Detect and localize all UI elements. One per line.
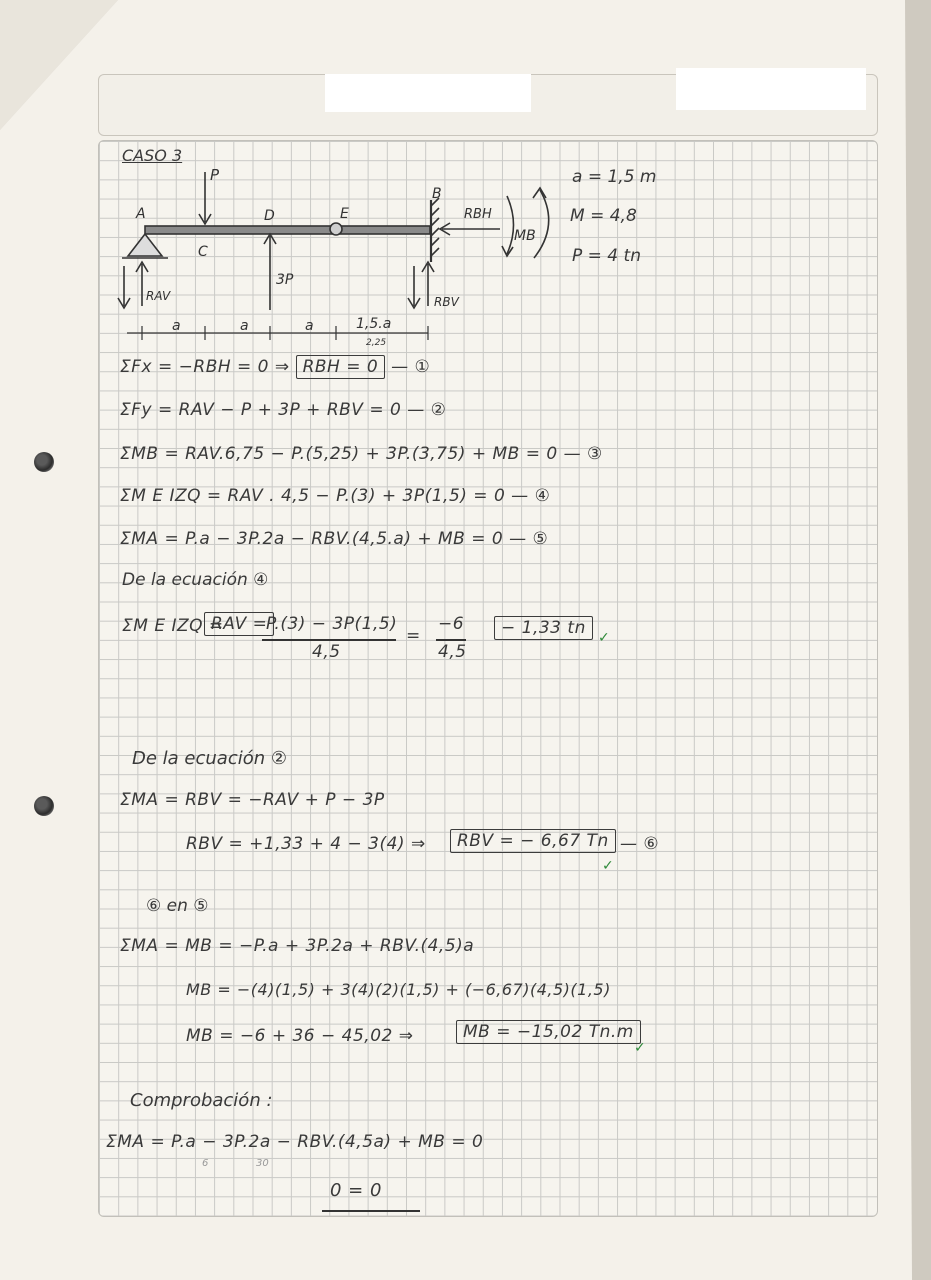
step1-denominator: 4,5 <box>312 642 341 662</box>
eq-num-1: ① <box>414 357 431 377</box>
final-underline <box>322 1210 420 1212</box>
step3-line3: MB = −6 + 36 − 45,02 ⇒ <box>186 1026 414 1046</box>
hinge-e <box>330 223 342 235</box>
span-a4: 1,5.a <box>356 316 392 332</box>
label-rbh: RBH <box>464 207 492 222</box>
label-e: E <box>340 206 349 222</box>
eq-sum-ma: ΣMA = P.a − 3P.2a − RBV.(4,5.a) + MB = 0 — ⑤ <box>120 529 549 549</box>
step2-line2: RBV = +1,33 + 4 − 3(4) ⇒ <box>186 834 426 854</box>
eq-num-2: ② <box>430 400 447 420</box>
label-b: B <box>432 186 442 202</box>
check-sub-30: 30 <box>256 1158 269 1169</box>
eq-sum-fx: ΣFx = −RBH = 0 ⇒ RBH = 0 — ① <box>120 357 431 377</box>
eq-num-3: ③ <box>587 444 603 464</box>
result-rbh: RBH = 0 <box>296 355 386 379</box>
eq-sum-mb: ΣMB = RAV.6,75 − P.(5,25) + 3P.(3,75) + MB = 0 — ③ <box>120 444 603 464</box>
step2-heading: De la ecuación ② <box>132 748 287 769</box>
check-heading: Comprobación : <box>130 1090 273 1111</box>
step1-result: − 1,33 tn <box>494 616 593 640</box>
eq-sum-fy: ΣFy = RAV − P + 3P + RBV = 0 — ② <box>120 400 447 420</box>
fraction-line-1 <box>262 639 396 641</box>
step1-numerator: P.(3) − 3P(1,5) <box>266 614 398 634</box>
step1-lhs: ΣM E IZQ = <box>122 616 224 636</box>
label-rbv: RBV <box>434 295 459 309</box>
step3-heading: ⑥ en ⑤ <box>146 896 209 916</box>
given-p: P = 4 tn <box>572 246 641 266</box>
step1-den2: 4,5 <box>438 642 467 662</box>
step3-line2: MB = −(4)(1,5) + 3(4)(2)(1,5) + (−6,67)(4,5)(1,5) <box>186 980 611 999</box>
checkmark-2: ✓ <box>602 858 614 874</box>
step1-num2: −6 <box>438 614 465 634</box>
label-d: D <box>264 208 275 224</box>
checkmark-3: ✓ <box>634 1040 646 1056</box>
span-note: 2,25 <box>366 338 387 348</box>
span-a3: a <box>305 318 314 334</box>
case-title: CASO 3 <box>122 146 183 165</box>
step2-line1: ΣMA = RBV = −RAV + P − 3P <box>120 790 385 810</box>
label-rav: RAV <box>146 289 171 303</box>
pin-support-a <box>128 234 162 256</box>
label-3p: 3P <box>276 272 294 288</box>
check-result: 0 = 0 <box>330 1180 382 1201</box>
span-a2: a <box>240 318 249 334</box>
eq-num-4: ④ <box>534 486 551 506</box>
eq-sum-me: ΣM E IZQ = RAV . 4,5 − P.(3) + 3P(1,5) = 0 — ④ <box>120 486 551 506</box>
check-line1: ΣMA = P.a − 3P.2a − RBV.(4,5a) + MB = 0 <box>106 1132 484 1152</box>
span-a1: a <box>172 318 181 334</box>
beam <box>145 226 430 234</box>
checkmark-1: ✓ <box>598 630 610 646</box>
step3-result: MB = −15,02 Tn.m <box>456 1020 641 1044</box>
step1-heading: De la ecuación ④ <box>122 570 269 590</box>
label-p: P <box>210 166 220 184</box>
eq-num-5: ⑤ <box>532 529 549 549</box>
given-a: a = 1,5 m <box>572 167 657 187</box>
moment-mb-arrow <box>534 190 549 258</box>
given-m: M = 4,8 <box>570 206 637 226</box>
step2-num: — ⑥ <box>620 834 660 854</box>
step1-rav-box: RAV = <box>204 612 274 636</box>
label-mb: MB <box>514 228 536 244</box>
fraction-line-2 <box>436 639 466 641</box>
label-c: C <box>198 244 208 260</box>
step3-line1: ΣMA = MB = −P.a + 3P.2a + RBV.(4,5)a <box>120 936 475 956</box>
step2-result: RBV = − 6,67 Tn <box>450 829 616 853</box>
step1-equals: = <box>406 626 421 646</box>
check-sub-6: 6 <box>202 1158 209 1169</box>
label-a: A <box>136 206 146 222</box>
